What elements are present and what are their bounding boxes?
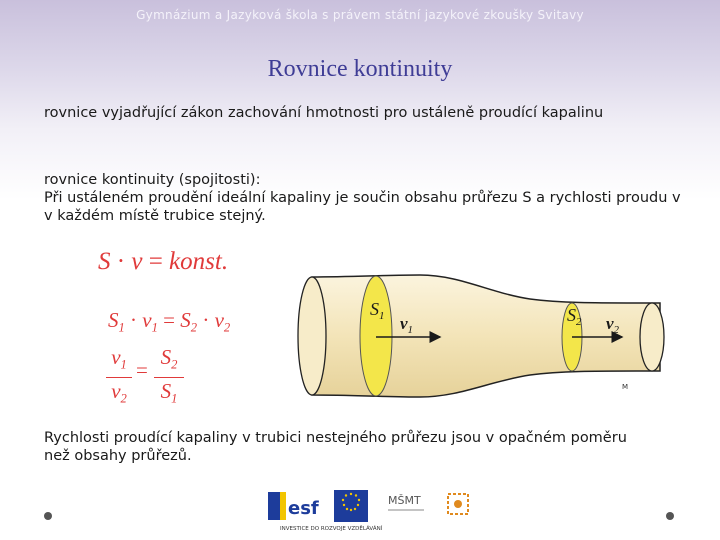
conclusion-paragraph: Rychlosti proudící kapaliny v trubici nestejného průřezu jsou v opačném poměru než obsahy průřezů. — [44, 430, 627, 464]
svg-text:esf: esf — [288, 498, 319, 519]
funding-logos — [268, 490, 476, 534]
eu-flag-logo — [334, 490, 368, 522]
label-v2: $v_2$ — [606, 314, 620, 336]
esf-logo — [268, 490, 328, 522]
svg-text:MŠMT: MŠMT — [388, 494, 421, 507]
op-logo — [444, 490, 474, 522]
formula-main: S · v = konst. — [98, 248, 229, 275]
definition-heading: rovnice kontinuity (spojitosti): — [44, 172, 261, 188]
pipe-diagram — [290, 265, 680, 405]
definition-paragraph — [44, 171, 684, 225]
footer-dot-left — [44, 512, 52, 520]
cross-section-s1 — [360, 276, 392, 396]
intro-paragraph: rovnice vyjadřující zákon zachování hmotnosti pro ustáleně proudící kapalinu — [44, 105, 604, 121]
definition-text: Při ustáleném proudění ideální kapaliny je součin obsahu průřezu S a rychlosti proudu v v každém místě trubice stejný. — [44, 190, 681, 224]
label-s1: $S_1$ — [370, 299, 385, 322]
fraction-areas: $S_2$ $S_1$ — [154, 345, 184, 411]
msmt-logo — [386, 490, 426, 522]
pipe-left-opening — [298, 277, 326, 395]
school-header: Gymnázium a Jazyková škola s právem státní jazykové zkoušky Svitavy — [136, 8, 584, 22]
pipe-right-opening — [640, 303, 664, 371]
label-s2: $S_2$ — [567, 305, 582, 328]
label-v1: $v_1$ — [400, 314, 414, 336]
fraction-equals: = — [136, 358, 148, 382]
diagram-marker: M — [622, 383, 629, 391]
formula-main-s: S — [98, 248, 111, 275]
footer-dot-right — [666, 512, 674, 520]
logo-caption: INVESTICE DO ROZVOJE VZDĚLÁVÁNÍ — [280, 526, 383, 532]
formula-continuity: $S_1 \cdot v_1 = S_2 \cdot v_2$ — [108, 308, 231, 335]
formula-main-const: konst. — [169, 248, 229, 275]
slide-title: Rovnice kontinuity — [267, 56, 453, 82]
fraction-velocities: $v_1$ $v_2$ — [106, 345, 132, 411]
